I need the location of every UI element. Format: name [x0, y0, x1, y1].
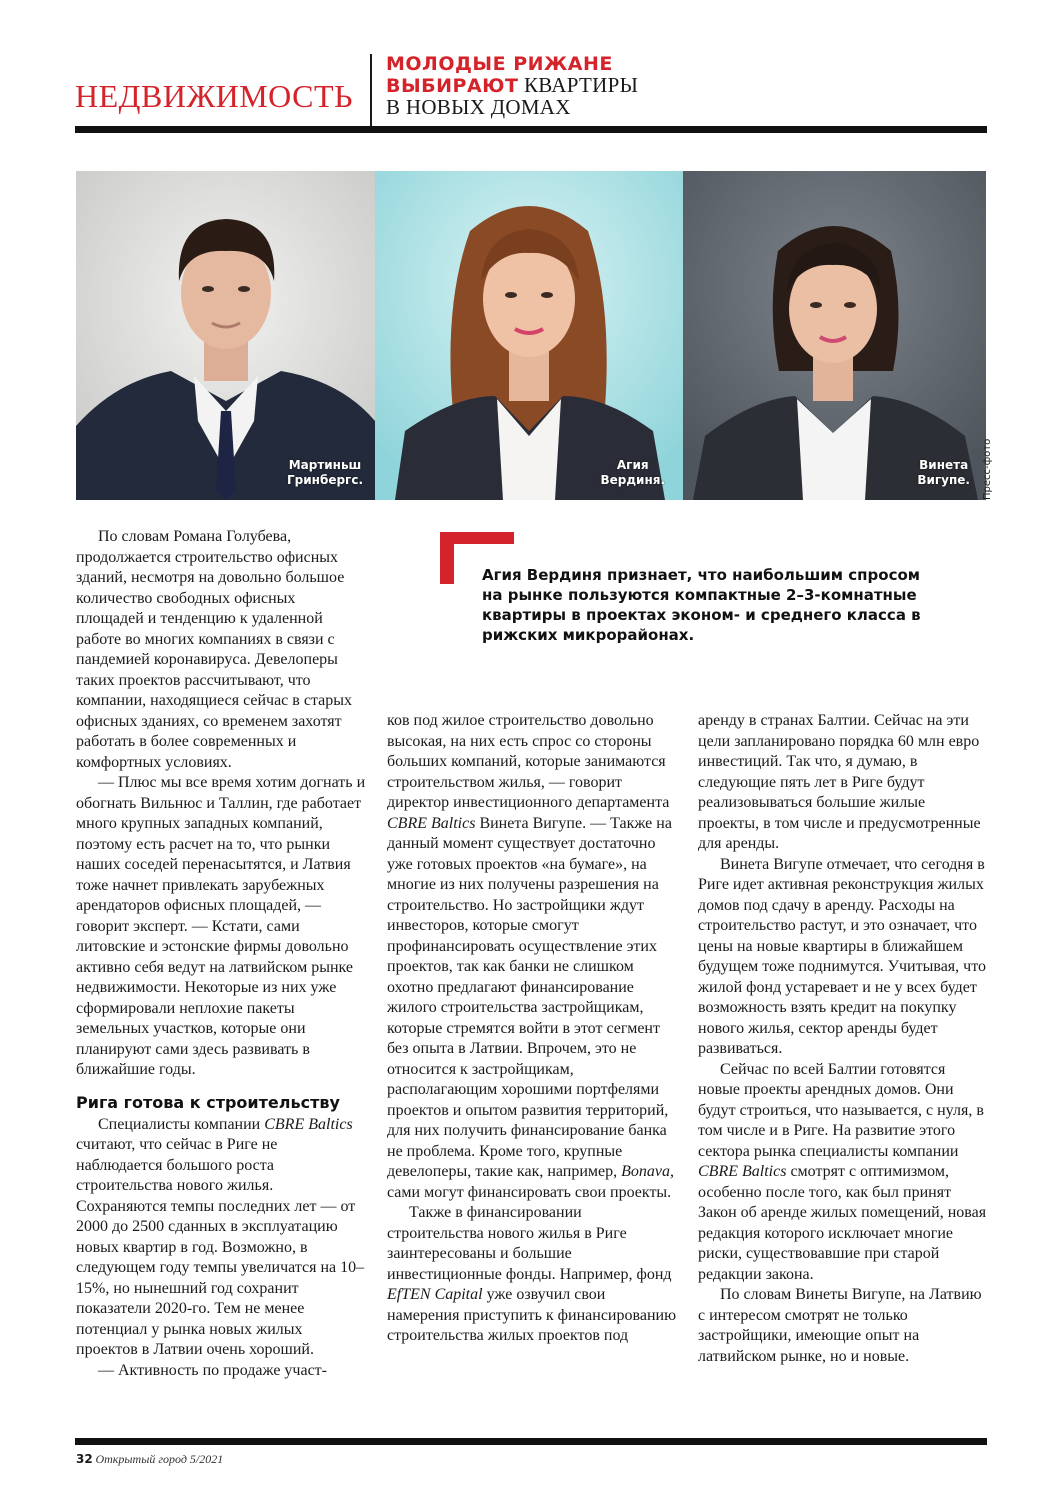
portrait-photo-3: [683, 171, 986, 500]
col3-paragraph-3: Сейчас по всей Балтии готовятся новые проекты арендных домов. Они будут строиться, что называется, с нуля, в том числе и в Риге. На развитие этого сектора рынка специалисты компании CBRE Baltics смотрят с оптимизмом, особенно после того, как был принят Закон об аренде жилых помещений, новая редакция которого исключает многие риски, существовавшие при старой редакции закона.: [698, 1060, 987, 1283]
header-rule: [75, 126, 987, 133]
col3-paragraph-2: Винета Вигупе отмечает, что сегодня в Риге идет активная реконструкция жилых домов под сдачу в аренду. Расходы на строительство растут, и это означает, что цены на новые квартиры в ближайшем будущем тоже поднимутся. Учитывая, что жилой фонд устаревает и не у всех будет возможность взять кредит на покупку нового жилья, сектор аренды будет развиваться.: [698, 855, 986, 1057]
section-title: НЕДВИЖИМОСТЬ: [75, 78, 353, 114]
col1-paragraph-1: По словам Романа Голубева, продолжается строительство офисных зданий, несмотря на довольно большое количество свободных офисных площадей и тенденцию к удаленной работе во многих компаниях в связи с пандемией коронавируса. Девелоперы таких проектов рассчитывают, что компании, находящиеся сейчас в старых офисных зданиях, со временем захотят работать в более современных и комфортных условиях.: [76, 528, 352, 771]
page-footer: [76, 1452, 223, 1467]
headline-line-2-plain: КВАРТИРЫ: [518, 73, 639, 97]
col2-paragraph-1: ков под жилое строительство довольно высокая, на них есть спрос со стороны больших компаний, которые занимаются строительством жилья, — говорит директор инвестиционного департамента CBRE Baltics Винета Вигупе. — Также на данный момент существует достаточно уже готовых проектов «на бумаге», на многие из них получены разрешения на строительство. Но застройщики ждут инвесторов, которые смогут профинансировать осуществление этих проектов, так как банки не слишком охотно предлагают финансирование жилого строительства застройщикам, которые стремятся войти в этот сегмент без опыта в Латвии. Впрочем, это не относится к застройщикам, располагающим хорошими портфелями проектов и опытом развития территорий, для них получить финансирование банка не проблема. Кроме того, крупные девелоперы, такие как, например, Bonava, сами могут финансировать свои проекты.: [387, 712, 675, 1201]
headline-line-3: В НОВЫХ ДОМАХ: [386, 95, 571, 119]
pull-quote: Агия Вердиня признает, что наибольшим спросом на рынке пользуются компактные 2–3-комнатные квартиры в проектах эконом- и среднего класса в рижских микрорайонах.: [482, 566, 921, 644]
portrait-man-image: [76, 171, 375, 500]
col1-paragraph-3: Специалисты компании CBRE Baltics считают, что сейчас в Риге не наблюдается большого роста строительства нового жилья. Сохраняются темпы последних лет — от 2000 до 2500 сданных в эксплуатацию новых квартир в год. Возможно, в следующем году темпы увеличатся на 10–15%, но нынешний год сохранит показатели 2020-го. Тем не менее потенциал у рынка новых жилых проектов в Латвии очень хороший.: [76, 1115, 365, 1358]
column-3: [698, 711, 988, 1367]
portrait-strip: [76, 171, 986, 500]
portrait-woman-1-image: [375, 171, 683, 500]
magazine-issue: Открытый город 5/2021: [95, 1452, 224, 1466]
subheading: Рига готова к строительству: [76, 1092, 340, 1112]
headline-line-1: МОЛОДЫЕ РИЖАНЕ: [386, 53, 613, 75]
caption-2: Агия Вердиня.: [600, 458, 665, 487]
col1-paragraph-2: — Плюс мы все время хотим догнать и обогнать Вильнюс и Таллин, где работает много крупных западных компаний, поэтому есть расчет на то, что рынки наших соседей перенасытятся, и Латвия тоже начнет привлекать зарубежных арендаторов офисных площадей, — говорит эксперт. — Кстати, сами литовские и эстонские фирмы довольно активно себя ведут на латвийском рынке недвижимости. Некоторые из них уже сформировали неплохие пакеты земельных участков, которые они планируют сами здесь развивать в ближайшие годы.: [76, 774, 366, 1078]
col3-paragraph-4: По словам Винеты Вигупе, на Латвию с интересом смотрят не только застройщики, имеющие опыт на латвийском рынке, но и новые.: [698, 1286, 982, 1365]
header-divider: [370, 54, 372, 126]
photo-credit: Пресс-фото: [982, 438, 993, 500]
column-1: [76, 527, 366, 1381]
portrait-woman-2-image: [683, 171, 986, 500]
column-2: [387, 711, 677, 1347]
portrait-photo-2: [375, 171, 683, 500]
portrait-photo-1: [76, 171, 375, 500]
footer-rule: [75, 1438, 987, 1445]
article-headline: [386, 54, 638, 119]
caption-1: Мартиньш Гринбергс.: [287, 458, 363, 487]
caption-3: Винета Вигупе.: [917, 458, 970, 487]
col1-paragraph-4: — Активность по продаже участ-: [98, 1361, 327, 1379]
page-number: 32: [76, 1452, 93, 1466]
headline-line-2-red: ВЫБИРАЮТ: [386, 75, 519, 97]
col3-paragraph-1: аренду в странах Балтии. Сейчас на эти цели запланировано порядка 60 млн евро инвестиций. Так что, я думаю, в следующие пять лет в Риге будут реализовываться большие жилые проекты, в том числе и предусмотренные для аренды.: [698, 712, 981, 852]
col2-paragraph-2: Также в финансировании строительства нового жилья в Риге заинтересованы и большие инвестиционные фонды. Например, фонд EfTEN Capital уже озвучил свои намерения приступить к финансированию строительства жилых проектов под: [387, 1204, 677, 1344]
